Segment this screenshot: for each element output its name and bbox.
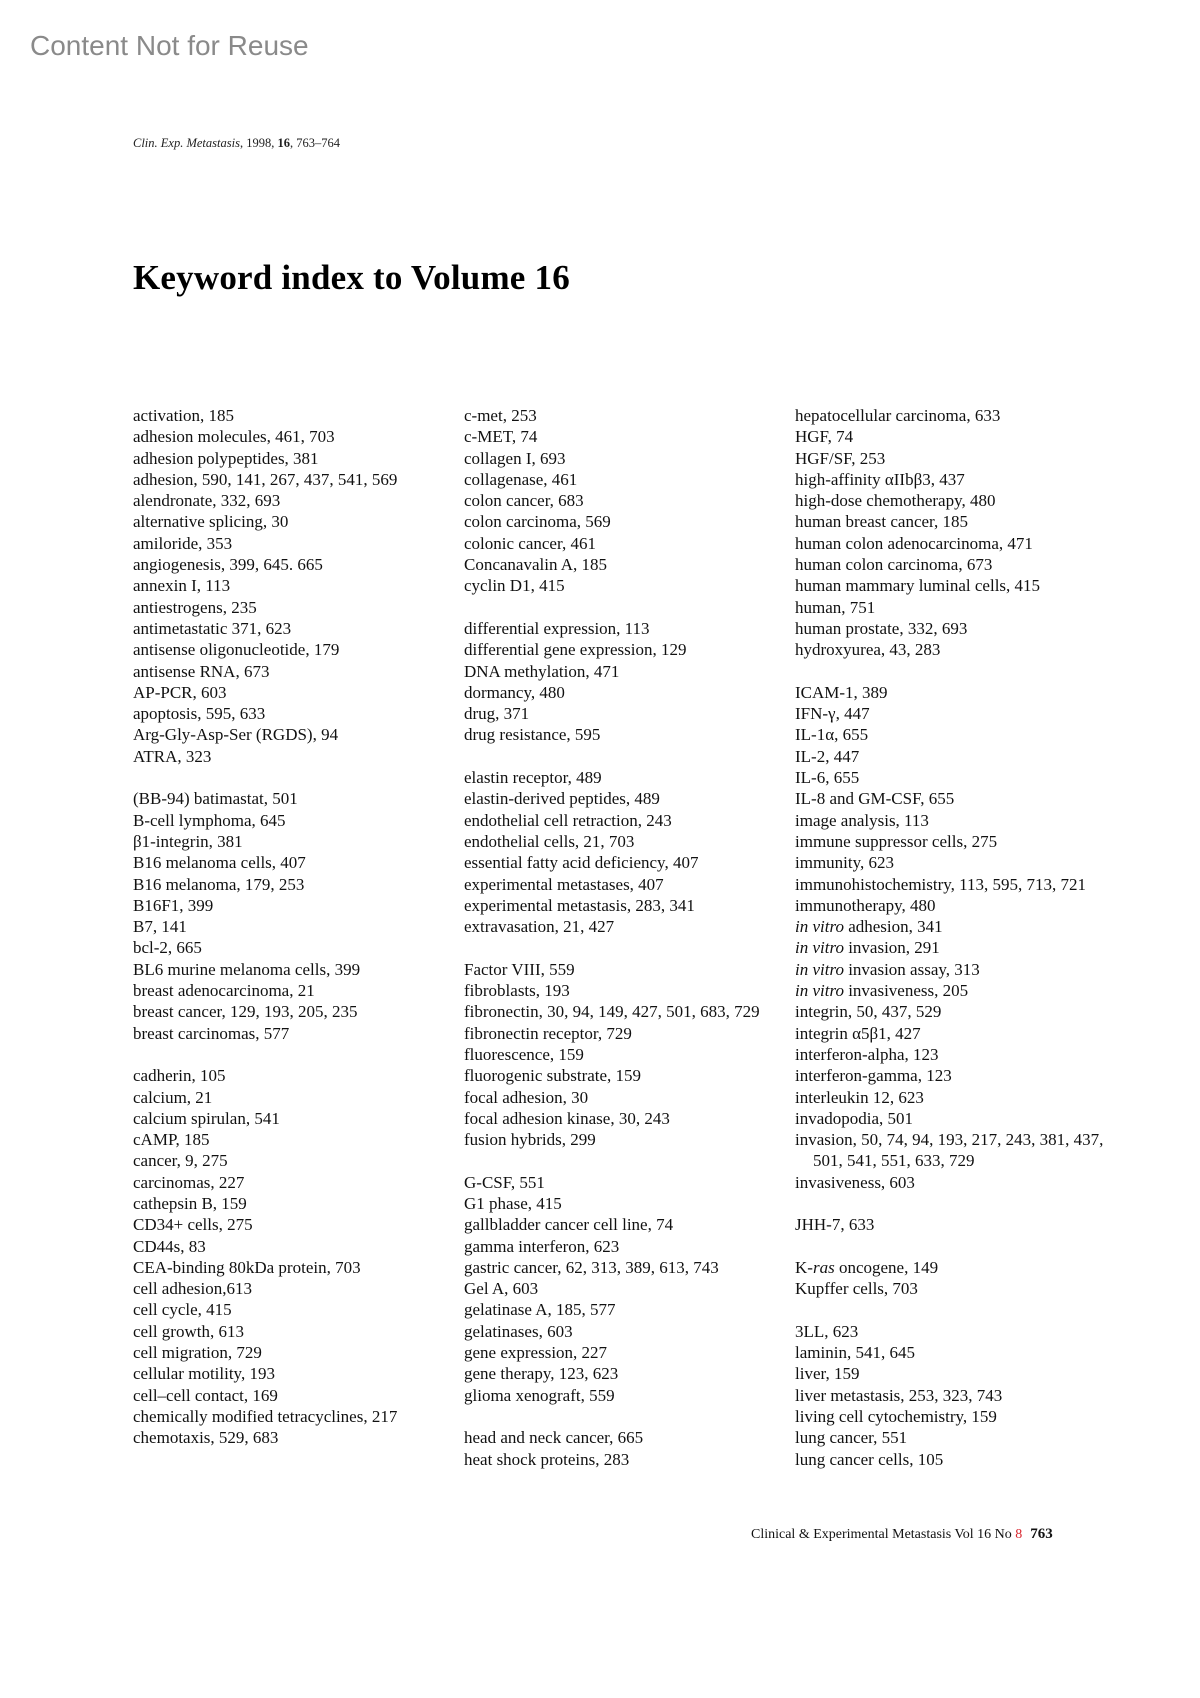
index-entry: collagen I, 693: [464, 448, 566, 468]
index-entry: heat shock proteins, 283: [464, 1449, 630, 1469]
section-gap: [464, 1150, 784, 1171]
index-entry: fusion hybrids, 299: [464, 1130, 596, 1150]
index-entry: essential fatty acid deficiency, 407: [464, 853, 699, 873]
index-entry: gene expression, 227: [464, 1343, 608, 1363]
index-entry: glioma xenograft, 559: [464, 1385, 615, 1405]
index-entry: chemically modified tetracyclines, 217: [133, 1406, 398, 1426]
index-entry: JHH-7, 633: [795, 1215, 875, 1235]
section-gap: [464, 597, 784, 618]
index-entry: BL6 murine melanoma cells, 399: [133, 959, 361, 979]
index-entry: cell cycle, 415: [133, 1300, 232, 1320]
page-title: Keyword index to Volume 16: [133, 258, 570, 297]
index-entry: experimental metastasis, 283, 341: [464, 895, 695, 915]
index-entry: c-met, 253: [464, 406, 537, 425]
index-entry: cell–cell contact, 169: [133, 1385, 278, 1405]
index-entry: invasiveness, 603: [795, 1172, 915, 1192]
index-entry: β1-integrin, 381: [133, 831, 243, 851]
journal-volume: 16: [277, 136, 290, 150]
index-column-1: [133, 405, 453, 1449]
index-entry: gene therapy, 123, 623: [464, 1364, 619, 1384]
index-entry: endothelial cells, 21, 703: [464, 831, 635, 851]
index-entry: gelatinase A, 185, 577: [464, 1300, 616, 1320]
index-entry: colon cancer, 683: [464, 491, 584, 511]
index-entry: immune suppressor cells, 275: [795, 831, 998, 851]
index-entry: antisense RNA, 673: [133, 661, 270, 681]
index-entry: in vitro invasiveness, 205: [795, 981, 969, 1001]
section-gap: [795, 1236, 1115, 1257]
index-entry: gamma interferon, 623: [464, 1236, 620, 1256]
index-entry: HGF, 74: [795, 427, 854, 447]
index-entry: breast cancer, 129, 193, 205, 235: [133, 1002, 358, 1022]
journal-citation: [133, 136, 340, 151]
index-entry: (BB-94) batimastat, 501: [133, 789, 298, 809]
index-entry: calcium, 21: [133, 1087, 213, 1107]
index-entry: dormancy, 480: [464, 682, 565, 702]
index-entry: differential expression, 113: [464, 618, 650, 638]
journal-year: , 1998,: [239, 136, 278, 150]
index-entry: high-dose chemotherapy, 480: [795, 491, 996, 511]
index-entry: IL-2, 447: [795, 746, 860, 766]
index-entry: elastin receptor, 489: [464, 768, 602, 788]
index-entry: invadopodia, 501: [795, 1108, 914, 1128]
index-entry: hydroxyurea, 43, 283: [795, 640, 941, 660]
index-entry: immunohistochemistry, 113, 595, 713, 721: [795, 874, 1087, 894]
index-entry: annexin I, 113: [133, 576, 231, 596]
index-entry: gallbladder cancer cell line, 74: [464, 1215, 674, 1235]
index-entry: interleukin 12, 623: [795, 1087, 924, 1107]
index-entry: high-affinity αIIbβ3, 437: [795, 469, 965, 489]
page-footer: [751, 1526, 1053, 1543]
index-column-2: [464, 405, 784, 1470]
index-entry: in vitro invasion assay, 313: [795, 959, 980, 979]
index-entry: extravasation, 21, 427: [464, 917, 615, 937]
index-entry: fluorogenic substrate, 159: [464, 1066, 642, 1086]
index-entry: integrin α5β1, 427: [795, 1023, 921, 1043]
index-entry: apoptosis, 595, 633: [133, 704, 266, 724]
index-entry: antisense oligonucleotide, 179: [133, 640, 340, 660]
index-entry: fibronectin, 30, 94, 149, 427, 501, 683, 729: [464, 1002, 760, 1022]
index-entry: Concanavalin A, 185: [464, 555, 608, 575]
index-entry: breast carcinomas, 577: [133, 1023, 290, 1043]
index-entry: living cell cytochemistry, 159: [795, 1406, 997, 1426]
index-entry: head and neck cancer, 665: [464, 1428, 644, 1448]
index-entry: focal adhesion, 30: [464, 1087, 589, 1107]
index-entry: CEA-binding 80kDa protein, 703: [133, 1257, 361, 1277]
index-entry: cyclin D1, 415: [464, 576, 565, 596]
index-entry: alternative splicing, 30: [133, 512, 289, 532]
index-entry: experimental metastases, 407: [464, 874, 664, 894]
index-entry: hepatocellular carcinoma, 633: [795, 406, 1001, 425]
index-entry: cAMP, 185: [133, 1130, 210, 1150]
index-entry: carcinomas, 227: [133, 1172, 245, 1192]
index-entry: B16 melanoma, 179, 253: [133, 874, 305, 894]
index-entry: antimetastatic 371, 623: [133, 618, 292, 638]
index-entry: alendronate, 332, 693: [133, 491, 281, 511]
index-entry: ICAM-1, 389: [795, 682, 888, 702]
section-gap: [464, 937, 784, 958]
index-entry: IL-8 and GM-CSF, 655: [795, 789, 955, 809]
index-entry: in vitro invasion, 291: [795, 938, 940, 958]
index-entry: collagenase, 461: [464, 469, 578, 489]
index-entry: cell growth, 613: [133, 1321, 244, 1341]
section-gap: [133, 1044, 453, 1065]
index-entry: immunotherapy, 480: [795, 895, 936, 915]
index-entry: ATRA, 323: [133, 746, 212, 766]
index-entry: Arg-Gly-Asp-Ser (RGDS), 94: [133, 725, 339, 745]
index-entry: immunity, 623: [795, 853, 895, 873]
index-entry: image analysis, 113: [795, 810, 929, 830]
index-entry: human prostate, 332, 693: [795, 618, 968, 638]
index-entry: DNA methylation, 471: [464, 661, 620, 681]
index-entry: cancer, 9, 275: [133, 1151, 228, 1171]
index-entry: Kupffer cells, 703: [795, 1279, 918, 1299]
index-entry: human mammary luminal cells, 415: [795, 576, 1041, 596]
index-entry: CD34+ cells, 275: [133, 1215, 253, 1235]
index-entry: focal adhesion kinase, 30, 243: [464, 1108, 670, 1128]
index-entry: B16 melanoma cells, 407: [133, 853, 306, 873]
journal-abbrev: Clin. Exp. Metastasis: [133, 136, 240, 150]
section-gap: [795, 1299, 1115, 1320]
index-entry: colonic cancer, 461: [464, 533, 596, 553]
index-entry: IFN-γ, 447: [795, 704, 870, 724]
index-entry: c-MET, 74: [464, 427, 538, 447]
index-entry: B-cell lymphoma, 645: [133, 810, 286, 830]
index-entry: human colon carcinoma, 673: [795, 555, 993, 575]
index-entry: gelatinases, 603: [464, 1321, 573, 1341]
index-entry: gastric cancer, 62, 313, 389, 613, 743: [464, 1257, 719, 1277]
index-entry: fluorescence, 159: [464, 1044, 584, 1064]
index-entry: elastin-derived peptides, 489: [464, 789, 660, 809]
section-gap: [133, 767, 453, 788]
index-entry: adhesion molecules, 461, 703: [133, 427, 335, 447]
watermark: Content Not for Reuse: [30, 30, 309, 61]
index-entry: integrin, 50, 437, 529: [795, 1002, 942, 1022]
index-entry: 3LL, 623: [795, 1321, 859, 1341]
index-entry: bcl-2, 665: [133, 938, 202, 958]
index-entry: lung cancer, 551: [795, 1428, 908, 1448]
index-entry: interferon-gamma, 123: [795, 1066, 952, 1086]
index-entry: differential gene expression, 129: [464, 640, 687, 660]
index-entry: antiestrogens, 235: [133, 597, 257, 617]
index-entry: B16F1, 399: [133, 895, 214, 915]
index-entry: Factor VIII, 559: [464, 959, 575, 979]
index-entry: colon carcinoma, 569: [464, 512, 611, 532]
index-entry: cell adhesion,613: [133, 1279, 252, 1299]
index-entry: HGF/SF, 253: [795, 448, 886, 468]
index-entry: G1 phase, 415: [464, 1193, 562, 1213]
index-entry: liver, 159: [795, 1364, 860, 1384]
index-column-3: [795, 405, 1115, 1470]
index-entry: liver metastasis, 253, 323, 743: [795, 1385, 1003, 1405]
index-entry: cathepsin B, 159: [133, 1193, 247, 1213]
index-entry: adhesion polypeptides, 381: [133, 448, 319, 468]
index-entry: human, 751: [795, 597, 876, 617]
index-entry: drug resistance, 595: [464, 725, 601, 745]
index-entry: CD44s, 83: [133, 1236, 206, 1256]
index-entry: adhesion, 590, 141, 267, 437, 541, 569: [133, 469, 398, 489]
section-gap: [795, 1193, 1115, 1214]
index-entry: drug, 371: [464, 704, 530, 724]
index-entry: human colon adenocarcinoma, 471: [795, 533, 1033, 553]
index-entry: B7, 141: [133, 917, 187, 937]
index-entry: angiogenesis, 399, 645. 665: [133, 555, 323, 575]
index-entry: endothelial cell retraction, 243: [464, 810, 672, 830]
footer-journal: Clinical & Experimental Metastasis Vol 16 No: [751, 1527, 1016, 1542]
index-entry: human breast cancer, 185: [795, 512, 969, 532]
index-entry: breast adenocarcinoma, 21: [133, 981, 315, 1001]
index-entry: IL-1α, 655: [795, 725, 869, 745]
index-entry: chemotaxis, 529, 683: [133, 1428, 279, 1448]
footer-issue-number: 8: [1015, 1527, 1023, 1542]
index-entry: cell migration, 729: [133, 1343, 262, 1363]
index-entry: fibroblasts, 193: [464, 981, 570, 1001]
index-entry: invasion, 50, 74, 94, 193, 217, 243, 381, 437, 501, 541, 551, 633, 729: [795, 1130, 1104, 1171]
index-entry: K-ras oncogene, 149: [795, 1257, 939, 1277]
index-entry: G-CSF, 551: [464, 1172, 545, 1192]
index-entry: fibronectin receptor, 729: [464, 1023, 632, 1043]
index-entry: lung cancer cells, 105: [795, 1449, 944, 1469]
index-entry: Gel A, 603: [464, 1279, 539, 1299]
index-entry: amiloride, 353: [133, 533, 233, 553]
section-gap: [464, 1406, 784, 1427]
section-gap: [795, 661, 1115, 682]
index-entry: in vitro adhesion, 341: [795, 917, 943, 937]
page-number: 763: [1030, 1526, 1053, 1542]
index-entry: calcium spirulan, 541: [133, 1108, 280, 1128]
index-entry: AP-PCR, 603: [133, 682, 227, 702]
index-entry: cellular motility, 193: [133, 1364, 275, 1384]
section-gap: [464, 746, 784, 767]
index-entry: laminin, 541, 645: [795, 1343, 915, 1363]
index-entry: interferon-alpha, 123: [795, 1044, 939, 1064]
index-entry: IL-6, 655: [795, 768, 860, 788]
journal-pages: , 763–764: [289, 136, 340, 150]
index-entry: activation, 185: [133, 406, 235, 425]
index-entry: cadherin, 105: [133, 1066, 226, 1086]
